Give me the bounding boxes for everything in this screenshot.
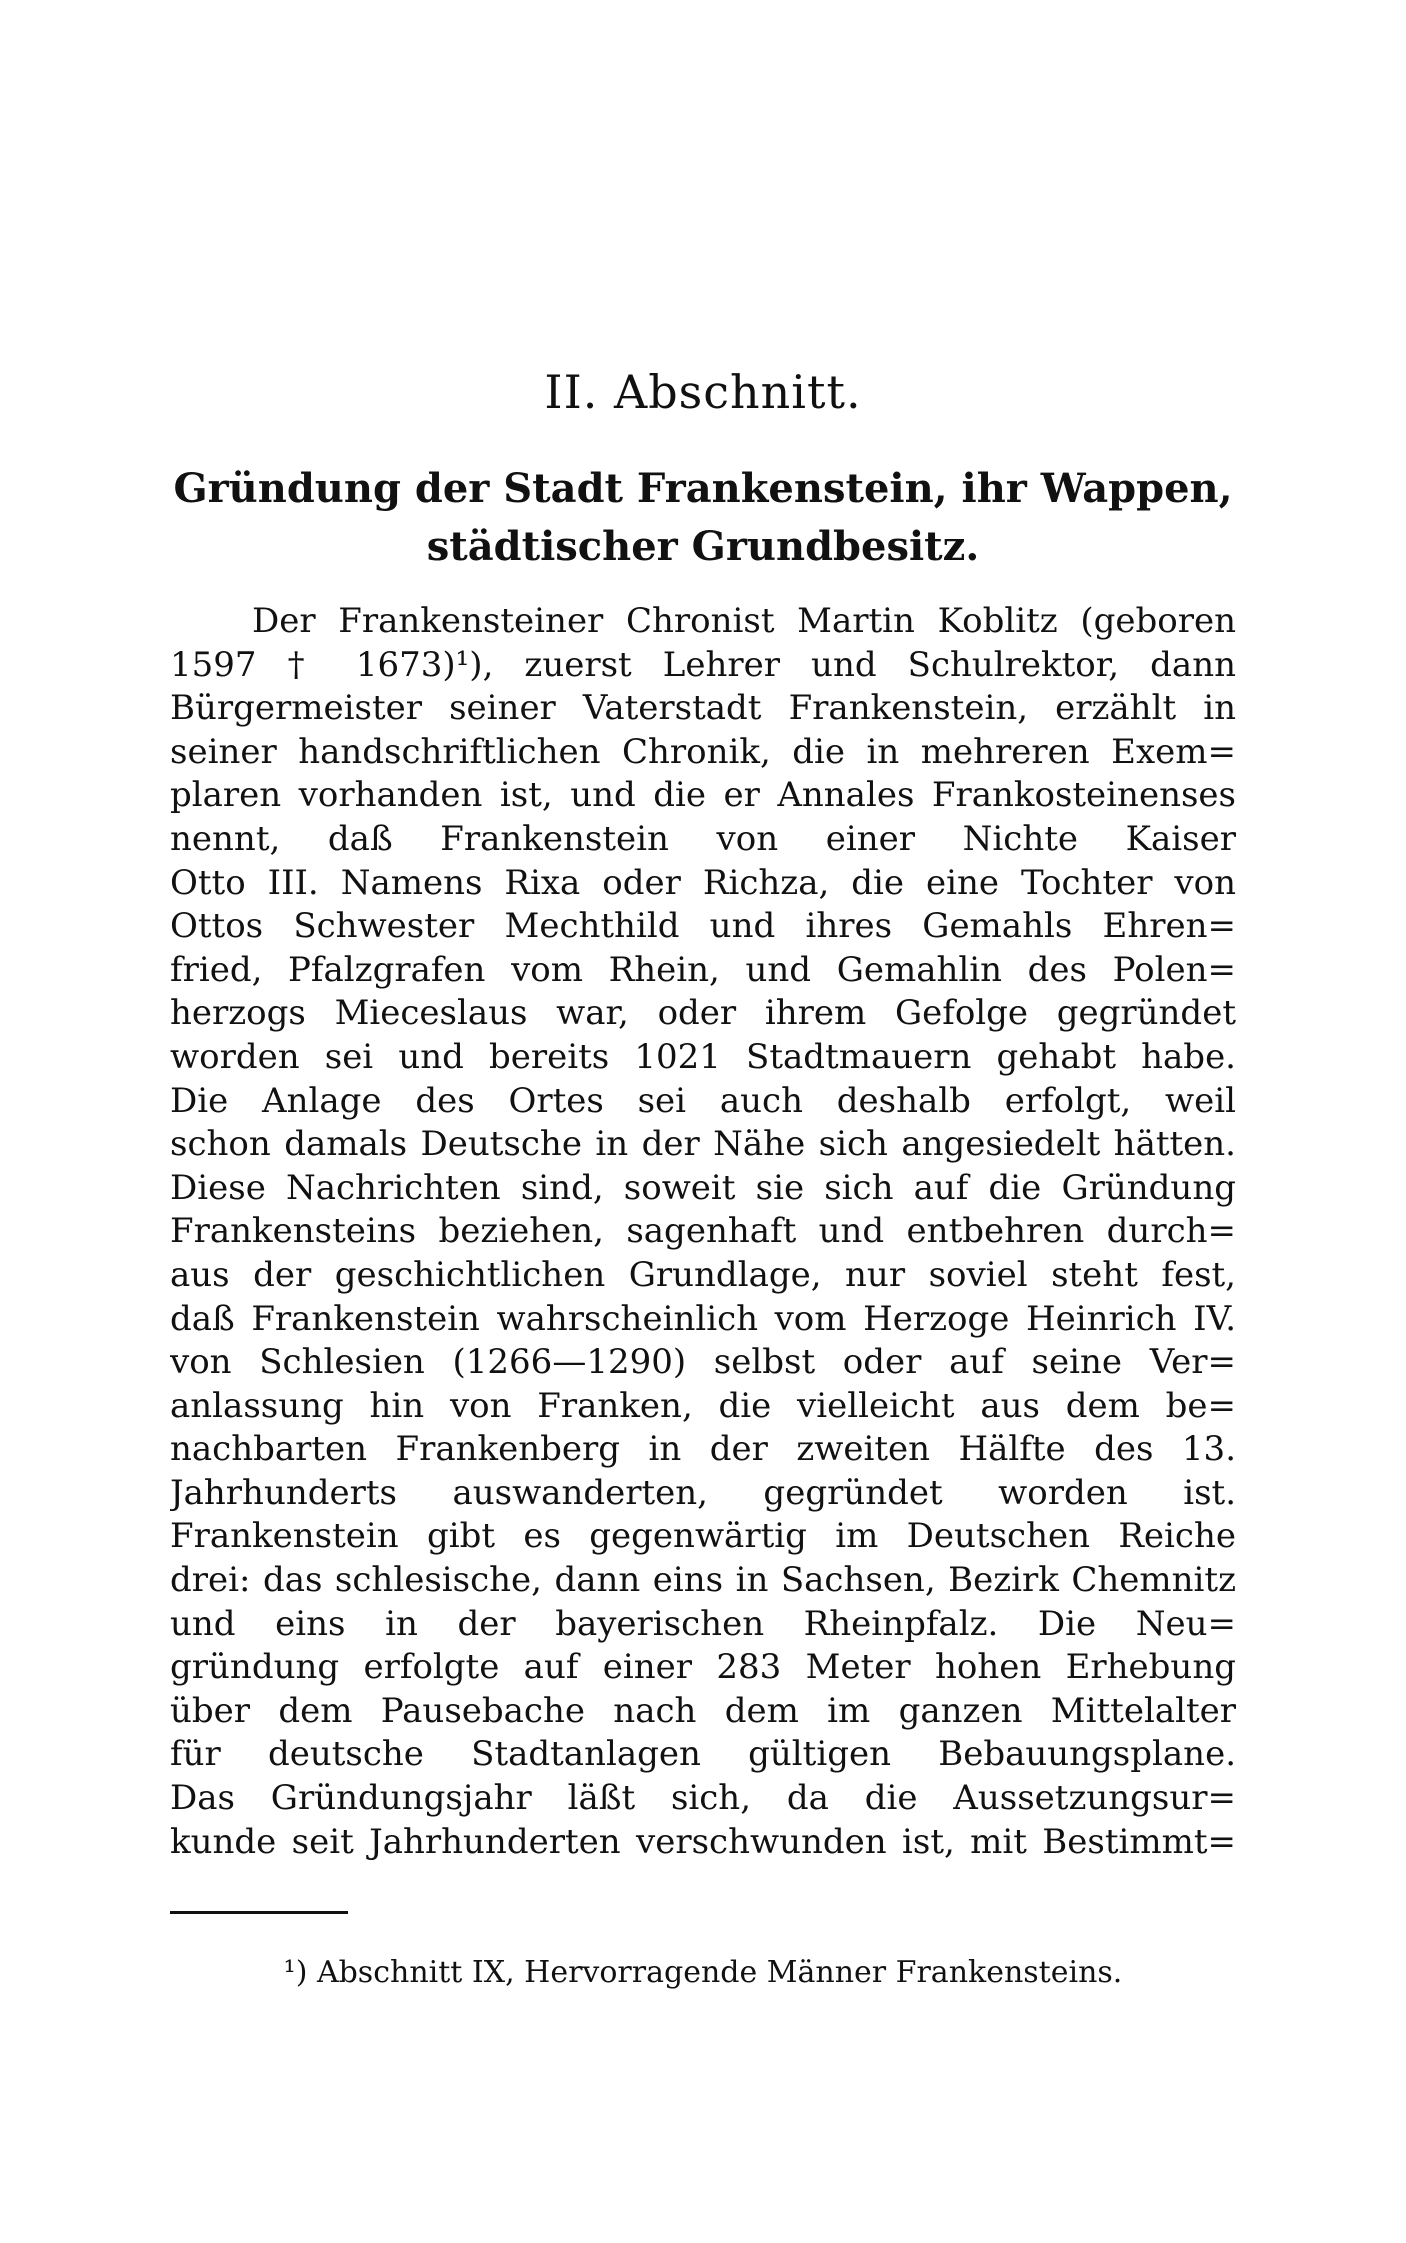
text-line: kunde seit Jahrhunderten verschwunden ist, mit Bestimmt=	[170, 1821, 1236, 1862]
text-line: schon damals Deutsche in der Nähe sich angesiedelt hätten.	[170, 1124, 1236, 1165]
text-line: plaren vorhanden ist, und die er Annales Frankosteinenses	[170, 775, 1236, 816]
text-line: herzogs Mieceslaus war, oder ihrem Gefolge gegründet	[170, 993, 1236, 1034]
text-line: nachbarten Frankenberg in der zweiten Hälfte des 13.	[170, 1429, 1236, 1470]
text-line: worden sei und bereits 1021 Stadtmauern gehabt habe.	[170, 1036, 1236, 1077]
text-line: seiner handschriftlichen Chronik, die in mehreren Exem=	[170, 731, 1236, 772]
text-line: 1597 † 1673)¹), zuerst Lehrer und Schulrektor, dann	[170, 644, 1236, 685]
text-line: Frankensteins beziehen, sagenhaft und entbehren durch=	[170, 1211, 1236, 1252]
text-line: Die Anlage des Ortes sei auch deshalb erfolgt, weil	[170, 1080, 1236, 1121]
text-line: von Schlesien (1266—1290) selbst oder auf seine Ver=	[170, 1342, 1236, 1383]
text-line: Jahrhunderts auswanderten, gegründet worden ist.	[170, 1472, 1236, 1513]
text-line: nennt, daß Frankenstein von einer Nichte Kaiser	[170, 818, 1236, 859]
section-heading-line: Gründung der Stadt Frankenstein, ihr Wappen,	[173, 465, 1233, 512]
body-paragraph	[170, 600, 1236, 1864]
text-line: und eins in der bayerischen Rheinpfalz. Die Neu=	[170, 1603, 1236, 1644]
text-line: drei: das schlesische, dann eins in Sachsen, Bezirk Chemnitz	[170, 1560, 1236, 1601]
text-line: für deutsche Stadtanlagen gültigen Bebauungsplane.	[170, 1734, 1236, 1775]
chapter-title: II. Abschnitt.	[544, 365, 862, 419]
text-line: anlassung hin von Franken, die vielleicht aus dem be=	[170, 1385, 1236, 1426]
section-heading-line: städtischer Grundbesitz.	[426, 523, 980, 570]
text-line: über dem Pausebache nach dem im ganzen Mittelalter	[170, 1690, 1236, 1731]
footnote-divider	[170, 1911, 348, 1914]
footnote: ¹) Abschnitt IX, Hervorragende Männer Frankensteins.	[283, 1955, 1123, 1990]
text-line: Das Gründungsjahr läßt sich, da die Aussetzungsur=	[170, 1778, 1236, 1819]
section-heading	[170, 460, 1236, 576]
text-line: Ottos Schwester Mechthild und ihres Gemahls Ehren=	[170, 906, 1236, 947]
text-line: Diese Nachrichten sind, soweit sie sich auf die Gründung	[170, 1167, 1236, 1208]
text-line: fried, Pfalzgrafen vom Rhein, und Gemahlin des Polen=	[170, 949, 1236, 990]
text-line: aus der geschichtlichen Grundlage, nur soviel steht fest,	[170, 1254, 1236, 1295]
text-line: Der Frankensteiner Chronist Martin Koblitz (geboren	[252, 601, 1236, 641]
text-line: Frankenstein gibt es gegenwärtig im Deutschen Reiche	[170, 1516, 1236, 1557]
text-line: Otto III. Namens Rixa oder Richza, die eine Tochter von	[170, 862, 1236, 903]
text-line: gründung erfolgte auf einer 283 Meter hohen Erhebung	[170, 1647, 1236, 1688]
text-line: Bürgermeister seiner Vaterstadt Frankenstein, erzählt in	[170, 688, 1236, 729]
text-line: daß Frankenstein wahrscheinlich vom Herzoge Heinrich IV.	[170, 1298, 1236, 1339]
